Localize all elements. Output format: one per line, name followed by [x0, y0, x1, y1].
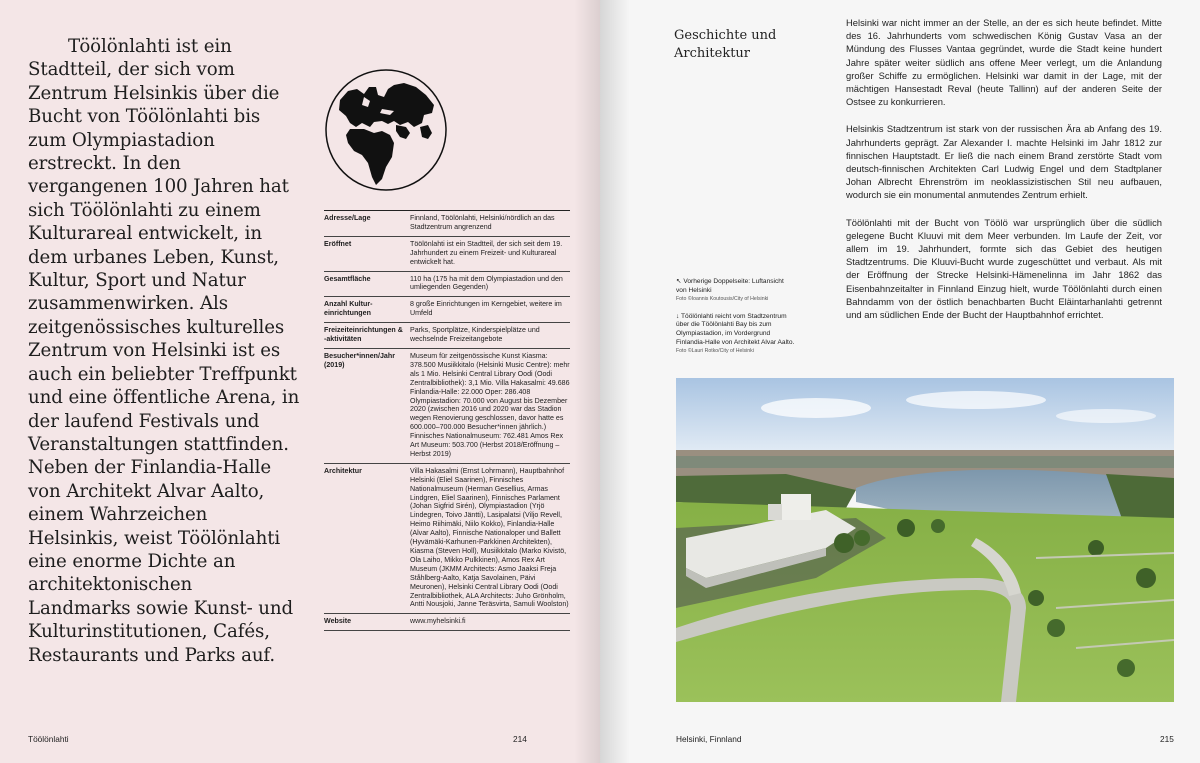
fact-row-website: Website www.myhelsinki.fi — [324, 614, 570, 631]
fact-row-architecture: Architektur Villa Hakasalmi (Ernst Lohrmann), Hauptbahnhof Helsinki (Eliel Saarinen), Finnisches Nationalmuseum (Herman Gesellius, Armas Lindgren, Eliel Saarinen), Finnisches Parlament (Johan Sigfrid Sirén), Olympiastadion (Yrjö Lindegren, Toivo Jäntti), Lasipalatsi (Viljo Revell, Heimo Riihimäki, Niilo Kokko), Finlandia-Halle (Alvar Aalto), Finnische Nationaloper und Ballett (Hyvämäki-Karhunen-Parkkinen Architekten), Kiasma (Steven Holl), Musiikkitalo (Marko Kivistö, Ola Laiho, Mikko Pulkkinen), Amos Rex Art Museum (JKMM Architects: Asmo Jaaksi Freja Ståhlberg-Aalto, Katja Savolainen, Päivi Meuronen), Helsinki Central Library Oodi (Oodi Zentralbibliothek, ALA Architects: Juho Grönholm, Antti Nousjoki, Janne Teräsvirta, Samuli Woolston) — [324, 464, 570, 615]
intro-paragraph: Töölönlahti ist ein Stadtteil, der sich vom Zentrum Helsinkis über die Bucht von Töölönlahti bis zum Olympiastadion erstreckt. In den vergangenen 100 Jahren hat sich Töölönlahti zu einem Kulturareal entwickelt, in dem urbanes Leben, Kunst, Kultur, Sport und Natur zusammenwirken. Als zeitgenössisches kulturelles Zentrum von Helsinki ist es auch ein beliebter Treffpunkt und eine öffentliche Arena, in der laufend Festivals und Veranstaltungen stattfinden. Neben der Finlandia-Halle von Architekt Alvar Aalto, einem Wahrzeichen Helsinkis, weist Töölönlahti eine enorme Dichte an architektonischen Landmarks sowie Kunst- und Kulturinstitutionen, Cafés, Restaurants und Parks auf. — [28, 36, 300, 666]
caption-aerial-photo: ↓ Töölönlahti reicht vom Stadtzentrum über die Töölönlahti Bay bis zum Olympiastadion, im Vordergrund Finlandia-Halle von Architekt Alvar Aalto. Foto ©Lauri Rotko/City of Helsinki — [676, 312, 795, 355]
body-paragraph: Töölönlahti mit der Bucht von Töölö war ursprünglich über die südlich gelegene Bucht Kluuvi mit dem Meer verbunden. Im Laufe der Zeit, vor allem im 19. Jahrhundert, formte sich das Gebiet des heutigen Stadtzentrums. Die Kluuvi-Bucht wurde zugeschüttet und verbaut. Als mit der Eröffnung der Strecke Helsinki-Hämenelinna im Jahr 1862 das Eisenbahnzeitalter in Finnland Einzug hielt, wurde Töölönlahti durch einen Bahndamm von der östlich benachbarten Bucht Eläintarhanlahti getrennt und am südlichen Ende der Bucht der Hauptbahnhof errichtet. — [846, 216, 1162, 321]
caption-previous-spread: ↖ Vorherige Doppelseite: Luftansicht von Helsinki Foto ©Ioannis Koutousis/City of Helsinki — [676, 278, 796, 304]
fact-row-address: Adresse/Lage Finnland, Töölönlahti, Helsinki/nördlich an das Stadtzentrum angrenzend — [324, 211, 570, 237]
photo-credit: Foto ©Lauri Rotko/City of Helsinki — [676, 348, 754, 355]
right-page — [600, 0, 1200, 763]
fact-row-area: Gesamtfläche 110 ha (175 ha mit dem Olympiastadion und den umliegenden Gegenden) — [324, 272, 570, 298]
folio-label-left: Töölönlahti — [28, 734, 69, 744]
gutter-shadow — [600, 0, 630, 763]
photo-credit: Foto ©Ioannis Koutousis/City of Helsinki — [676, 296, 769, 303]
website-link[interactable]: www.myhelsinki.fi — [410, 617, 466, 626]
globe-europe-icon — [324, 67, 448, 193]
fact-row-cultural-institutions: Anzahl Kultur-einrichtungen 8 große Einrichtungen im Kerngebiet, weitere im Umfeld — [324, 297, 570, 323]
page-number-right: 215 — [1160, 734, 1174, 744]
intro-text — [28, 35, 300, 667]
body-paragraph: Helsinkis Stadtzentrum ist stark von der russischen Ära ab Anfang des 19. Jahrhunderts geprägt. Zar Alexander I. machte Helsinki im Jahr 1812 zur finnischen Hauptstadt. Er ließ die nach einem Brand zerstörte Stadt vom deutsch-finnischen Architekten Carl Ludwig Engel und dem Stadtplaner Johan Albrecht Ehrenström im neoklassizistischen Stil neu aufbauen, wodurch sie ein monumental anmutendes Zentrum erhielt. — [846, 123, 1162, 201]
body-paragraph: Helsinki war nicht immer an der Stelle, an der es sich heute befindet. Mitte des 16. Jahrhunderts vom schwedischen König Gustav Vasa an der Mündung des Flusses Vantaa gegründet, wurde die Stadt keine hundert Jahre später weiter südlich ans offene Meer verlegt, um die Anlandung großer Schiffe zu ermöglichen. Helsinki war damit in der Lage, mit der mächtigen Hansestadt Reval (heute Tallinn) auf der anderen Seite der Ostsee zu konkurrieren. — [846, 17, 1162, 108]
section-heading: Geschichte und Architektur — [674, 28, 777, 61]
aerial-photo-toolonlahti — [676, 378, 1174, 702]
fact-row-opened: Eröffnet Töölönlahti ist ein Stadtteil, der sich seit dem 19. Jahrhundert zu einem Freizeit- und Kulturareal entwickelt hat. — [324, 237, 570, 272]
fact-row-leisure: Freizeiteinrichtungen & -aktivitäten Parks, Sportplätze, Kinderspielplätze und wechselnde Freizeitangebote — [324, 323, 570, 349]
photo-captions — [676, 278, 796, 365]
fact-sheet-table — [324, 210, 570, 631]
gutter-shadow — [574, 0, 600, 763]
body-text — [846, 16, 1162, 335]
folio-label-right: Helsinki, Finnland — [676, 734, 742, 744]
page-number-left: 214 — [513, 734, 527, 744]
fact-row-visitors: Besucher*innen/Jahr (2019) Museum für zeitgenössische Kunst Kiasma: 378.500 Musiikkitalo (Helsinki Music Centre): mehr als 1 Mio. Helsinki Central Library Oodi (Oodi Zentralbibliothek): 3,1 Mio. Villa Hakasalmi: 49.686 Finlandia-Halle: 22.000 Oper: 286.408 Olympiastadion: 70.000 von August bis Dezember 2020 (zwischen 2016 und 2020 war das Stadion wegen Renovierung geschlossen, davor hatte es 600.000–700.000 Besucher*innen jährlich.) Finnisches Nationalmuseum: 762.481 Amos Rex Art Museum: 503.700 (Herbst 2018/Eröffnung – Herbst 2019) — [324, 349, 570, 464]
